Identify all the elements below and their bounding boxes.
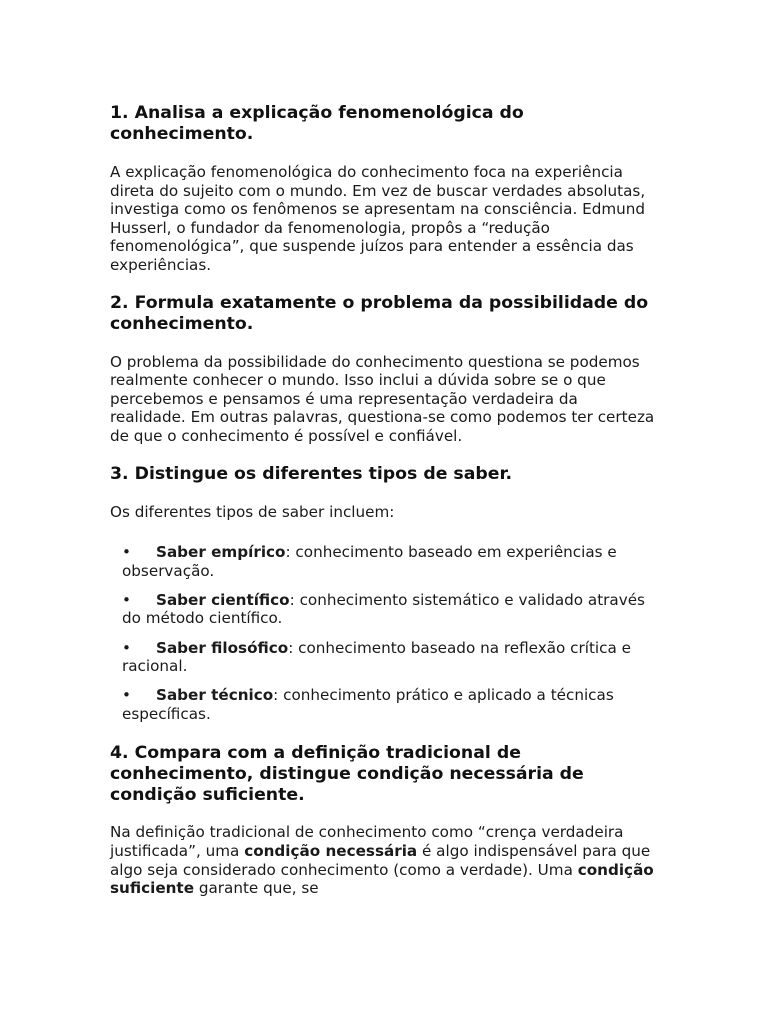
- section-4-text-2: é algo indispensável para que algo seja considerado conhecimento (como a verdade). Uma: [110, 841, 651, 879]
- list-item: [122, 686, 658, 723]
- list-item-term: Saber filosófico: [156, 638, 289, 657]
- section-3-intro: Os diferentes tipos de saber incluem:: [110, 502, 395, 521]
- section-4-text-1: Na definição tradicional de conhecimento como “crença verdadeira justificada”, uma: [110, 823, 624, 860]
- bullet-icon: •: [122, 638, 131, 657]
- section-4-heading: 4. Compara com a definição tradicional de conhecimento, distingue condição necessária de condição suficiente.: [110, 743, 584, 806]
- document-page: [110, 103, 658, 898]
- list-item-term: Saber empírico: [156, 543, 286, 562]
- list-item-term: Saber científico: [156, 590, 290, 609]
- section-1: [110, 103, 658, 275]
- section-1-paragraph: A explicação fenomenológica do conhecimento foca na experiência direta do sujeito com o mundo. Em vez de buscar verdades absolutas, investiga como os fenômenos se apresentam na consciência. Edmund Husserl, o fundador da fenomenologia, propôs a “redução fenomenológica”, que suspende juízos para entender a essência das experiências.: [110, 163, 646, 274]
- list-item-description: : conhecimento baseado em experiências e observação.: [122, 543, 617, 580]
- section-4-bold-sufficient: condição suficiente: [110, 860, 654, 898]
- section-4-bold-necessary: condição necessária: [244, 841, 418, 860]
- section-4-paragraph: [110, 823, 658, 897]
- list-item: [122, 591, 658, 628]
- section-3: [110, 464, 658, 724]
- section-2-heading: 2. Formula exatamente o problema da possibilidade do conhecimento.: [110, 292, 649, 334]
- section-1-heading: 1. Analisa a explicação fenomenológica do conhecimento.: [110, 103, 524, 144]
- bullet-icon: •: [122, 590, 131, 609]
- section-2: [110, 293, 658, 446]
- list-item-description: : conhecimento baseado na reflexão crítica e racional.: [122, 638, 631, 676]
- list-item: [122, 543, 658, 580]
- bullet-icon: •: [122, 686, 131, 705]
- saber-types-list: [110, 543, 658, 723]
- bullet-icon: •: [122, 543, 131, 562]
- section-2-paragraph: O problema da possibilidade do conhecimento questiona se podemos realmente conhecer o mundo. Isso inclui a dúvida sobre se o que percebemos e pensamos é uma representação verdadeira da realidade. Em outras palavras, questiona-se como podemos ter certeza de que o conhecimento é possível e confiável.: [110, 352, 655, 445]
- list-item-description: : conhecimento prático e aplicado a técnicas específicas.: [122, 686, 614, 723]
- list-item-term: Saber técnico: [156, 686, 274, 705]
- list-item: [122, 639, 658, 676]
- section-3-heading: 3. Distingue os diferentes tipos de saber.: [110, 463, 513, 484]
- section-4-text-3: garante que, se: [194, 879, 319, 898]
- list-item-description: : conhecimento sistemático e validado através do método científico.: [122, 590, 645, 628]
- section-4: [110, 743, 658, 897]
